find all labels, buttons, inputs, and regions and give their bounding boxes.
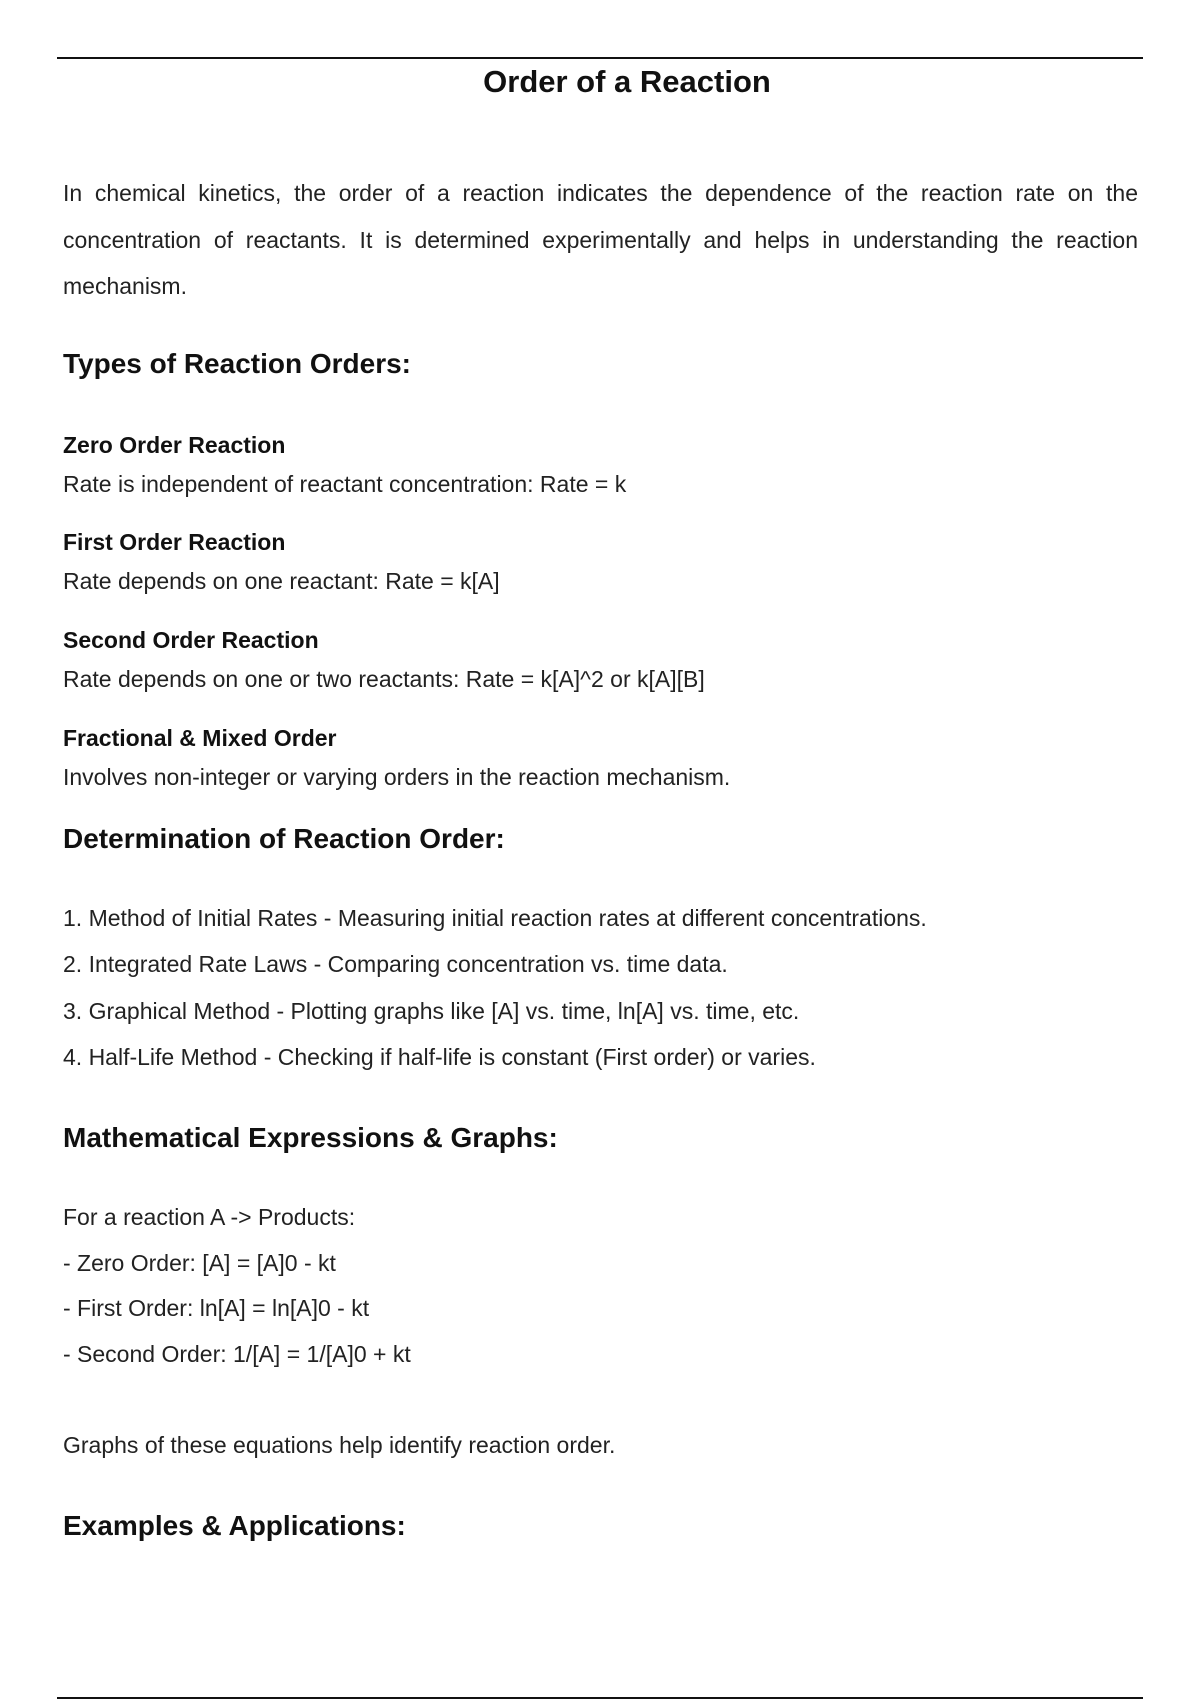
intro-paragraph: In chemical kinetics, the order of a reaction indicates the dependence of the reaction rate on the concentration of reactants. It is determined experimentally and helps in understanding the reaction mechanism. — [63, 180, 1138, 299]
fractional-order-title: Fractional & Mixed Order — [63, 725, 337, 751]
examples-heading: Examples & Applications: — [63, 1510, 406, 1541]
determination-item-2: 2. Integrated Rate Laws - Comparing concentration vs. time data. — [63, 951, 728, 977]
math-heading: Mathematical Expressions & Graphs: — [63, 1122, 558, 1153]
second-order-expression: - Second Order: 1/[A] = 1/[A]0 + kt — [63, 1341, 411, 1367]
determination-item-4: 4. Half-Life Method - Checking if half-life is constant (First order) or varies. — [63, 1044, 816, 1070]
determination-item-3: 3. Graphical Method - Plotting graphs like [A] vs. time, ln[A] vs. time, etc. — [63, 998, 800, 1024]
bottom-divider — [57, 1697, 1143, 1699]
zero-order-description: Rate is independent of reactant concentration: Rate = k — [63, 471, 627, 497]
first-order-description: Rate depends on one reactant: Rate = k[A] — [63, 568, 500, 594]
graphs-note: Graphs of these equations help identify reaction order. — [63, 1432, 616, 1458]
first-order-expression: - First Order: ln[A] = ln[A]0 - kt — [63, 1295, 370, 1321]
determination-item-1: 1. Method of Initial Rates - Measuring initial reaction rates at different concentrations. — [63, 905, 927, 931]
types-heading: Types of Reaction Orders: — [63, 348, 412, 379]
top-divider — [57, 57, 1143, 59]
zero-order-expression: - Zero Order: [A] = [A]0 - kt — [63, 1250, 336, 1276]
zero-order-title: Zero Order Reaction — [63, 432, 286, 458]
determination-heading: Determination of Reaction Order: — [63, 823, 505, 854]
page-title: Order of a Reaction — [483, 64, 771, 99]
fractional-order-description: Involves non-integer or varying orders in the reaction mechanism. — [63, 764, 731, 790]
second-order-title: Second Order Reaction — [63, 627, 319, 653]
second-order-description: Rate depends on one or two reactants: Rate = k[A]^2 or k[A][B] — [63, 666, 705, 692]
math-intro: For a reaction A -> Products: — [63, 1204, 356, 1230]
first-order-title: First Order Reaction — [63, 529, 286, 555]
